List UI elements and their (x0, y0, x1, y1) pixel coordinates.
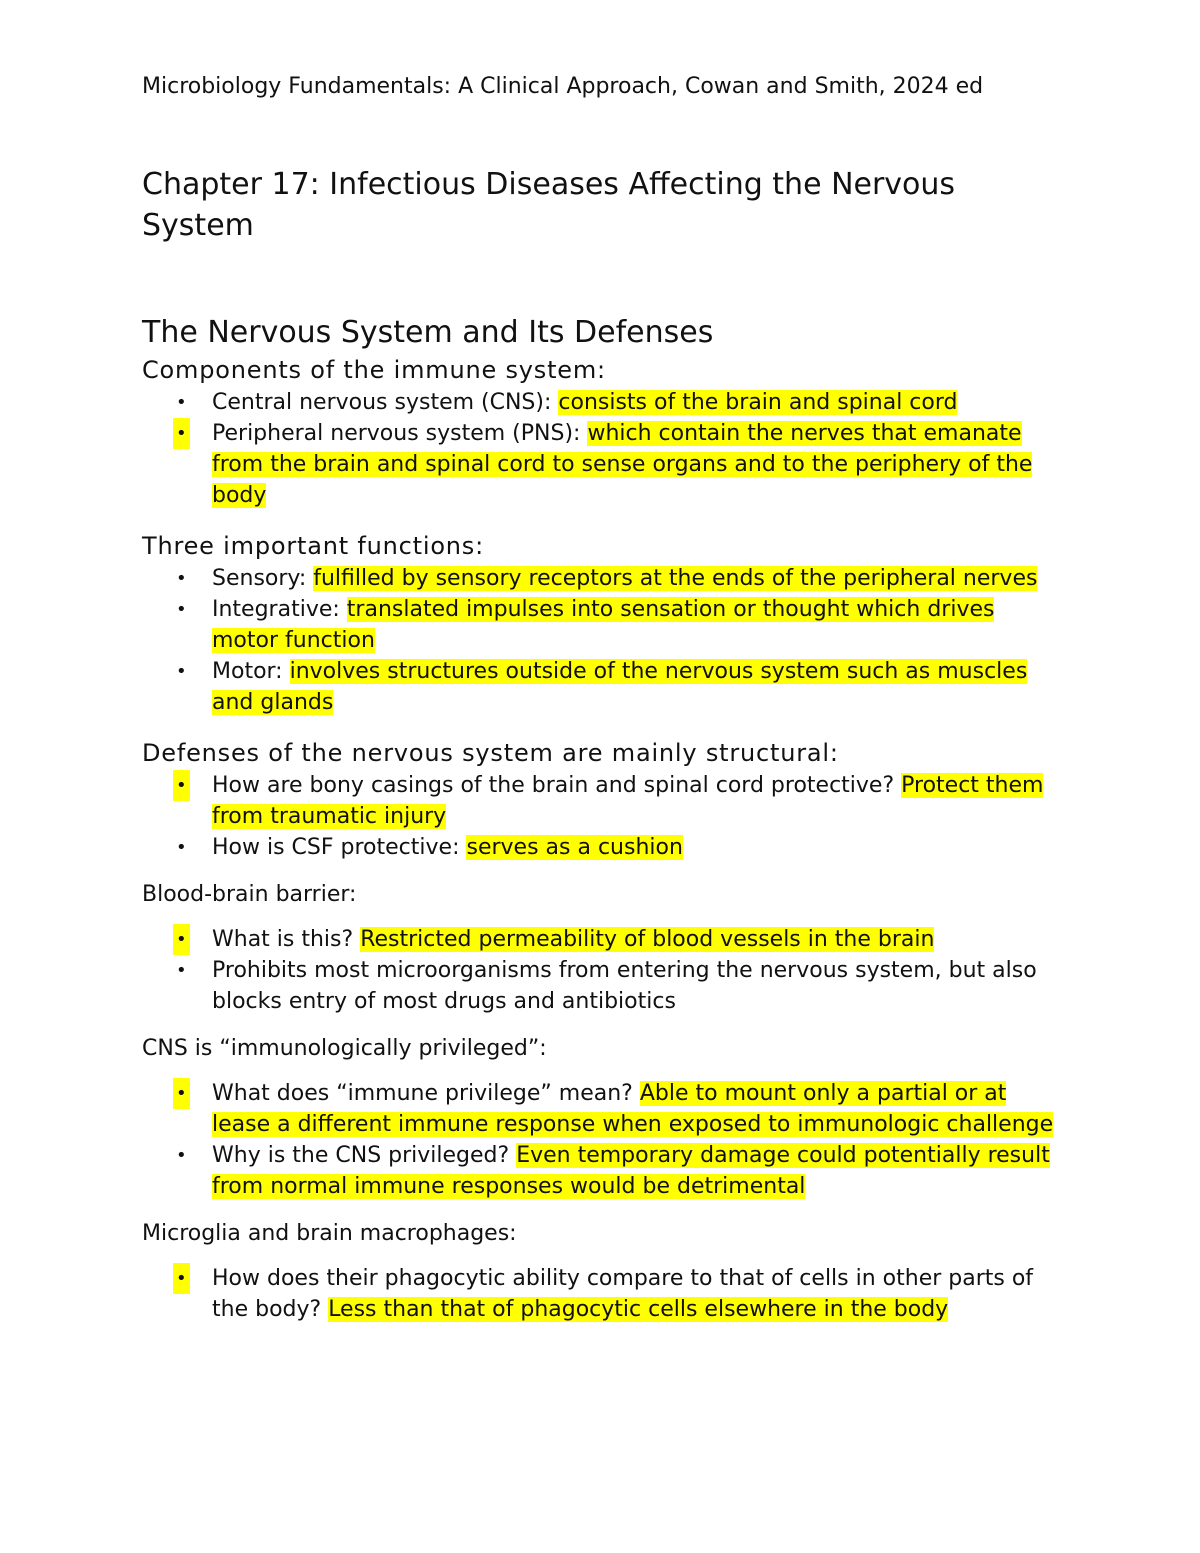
list-item (142, 1078, 1062, 1140)
answer-highlight: Protect them from traumatic injury (212, 773, 1044, 829)
defenses-list (142, 770, 1062, 863)
bullet-icon: • (176, 960, 187, 981)
answer-highlight: fulfilled by sensory receptors at the ends of the peripheral nerves (313, 566, 1038, 591)
list-item (142, 924, 1062, 955)
bullet-icon: • (176, 661, 187, 682)
list-item (142, 1263, 1062, 1325)
answer-highlight: Able to mount only a partial or at lease a different immune response when exposed to immunologic challenge (212, 1081, 1054, 1137)
list-item (142, 832, 1062, 863)
privileged-heading: CNS is “immunologically privileged”: (142, 1036, 547, 1061)
bullet-icon: • (176, 1145, 187, 1166)
document-page (142, 70, 1062, 1325)
answer-highlight: which contain the nerves that emanate from the brain and spinal cord to sense organs and to the periphery of the body (212, 421, 1033, 508)
question-text: How is CSF protective: (212, 835, 467, 860)
bullet-icon: • (173, 770, 190, 801)
list-item (142, 594, 1062, 656)
bullet-icon: • (173, 1078, 190, 1109)
bullet-icon: • (176, 568, 187, 589)
answer-highlight: involves structures outside of the nervous system such as muscles and glands (212, 659, 1028, 715)
chapter-title: Chapter 17: Infectious Diseases Affecting the Nervous System (142, 167, 956, 243)
list-item (142, 656, 1062, 718)
components-heading: Components of the immune system: (142, 356, 606, 384)
question-text: How are bony casings of the brain and spinal cord protective? (212, 773, 902, 798)
bbb-list (142, 924, 1062, 1017)
microglia-list (142, 1263, 1062, 1325)
answer-highlight: Even temporary damage could potentially result from normal immune responses would be detrimental (212, 1143, 1050, 1199)
question-text: Peripheral nervous system (PNS): (212, 421, 588, 446)
components-list (142, 387, 1062, 511)
bullet-icon: • (173, 924, 190, 955)
question-text: Sensory: (212, 566, 314, 591)
question-text: Prohibits most microorganisms from entering the nervous system, but also blocks entry of most drugs and antibiotics (212, 958, 1037, 1014)
question-text: What does “immune privilege” mean? (212, 1081, 640, 1106)
answer-highlight: consists of the brain and spinal cord (558, 390, 958, 415)
functions-heading: Three important functions: (142, 532, 484, 560)
answer-highlight: Restricted permeability of blood vessels in the brain (360, 927, 935, 952)
bullet-icon: • (176, 837, 187, 858)
question-text: What is this? (212, 927, 361, 952)
answer-highlight: Less than that of phagocytic cells elsewhere in the body (328, 1297, 949, 1322)
functions-list (142, 563, 1062, 718)
question-text: Central nervous system (CNS): (212, 390, 559, 415)
list-item (142, 387, 1062, 418)
question-text: How does their phagocytic ability compare to that of cells in other parts of the body? (212, 1266, 1034, 1322)
answer-highlight: translated impulses into sensation or thought which drives motor function (212, 597, 995, 653)
bullet-icon: • (173, 418, 190, 449)
privileged-list (142, 1078, 1062, 1202)
question-text: Motor: (212, 659, 290, 684)
microglia-heading: Microglia and brain macrophages: (142, 1221, 517, 1246)
question-text: Why is the CNS privileged? (212, 1143, 517, 1168)
list-item (142, 418, 1062, 511)
bullet-icon: • (173, 1263, 190, 1294)
list-item (142, 1140, 1062, 1202)
defenses-heading: Defenses of the nervous system are mainly structural: (142, 739, 839, 767)
bullet-icon: • (176, 599, 187, 620)
section-title: The Nervous System and Its Defenses (142, 315, 714, 350)
bullet-icon: • (176, 392, 187, 413)
list-item (142, 955, 1062, 1017)
list-item (142, 770, 1062, 832)
document-header: Microbiology Fundamentals: A Clinical Approach, Cowan and Smith, 2024 ed (142, 74, 984, 99)
question-text: Integrative: (212, 597, 347, 622)
list-item (142, 563, 1062, 594)
answer-highlight: serves as a cushion (466, 835, 683, 860)
bbb-heading: Blood-brain barrier: (142, 882, 357, 907)
